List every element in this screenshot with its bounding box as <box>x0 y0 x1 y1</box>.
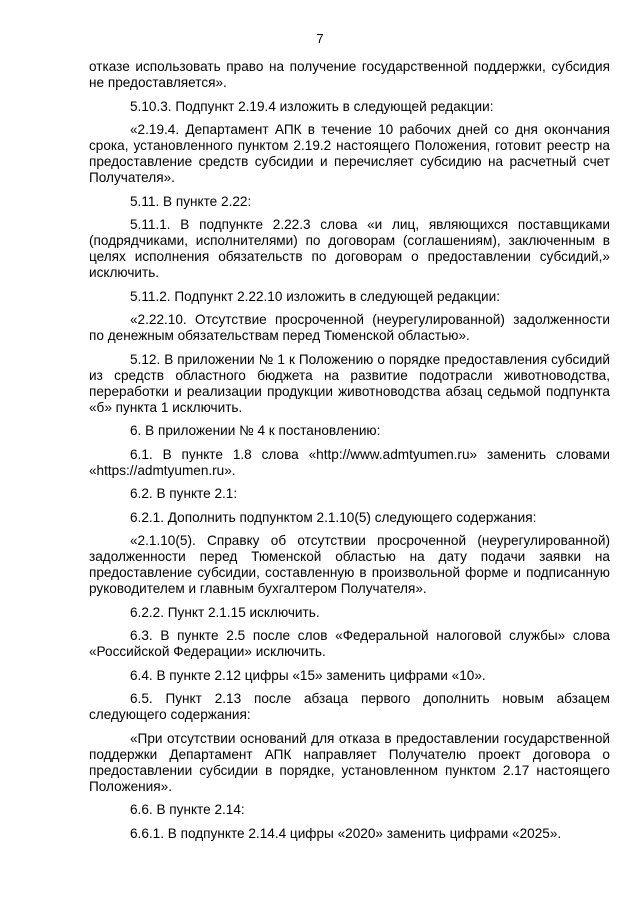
paragraph-quote-new-abzac: «При отсутствии оснований для отказа в предоставлении государственной поддержки Департамент АПК направляет Получателю проект договора о предоставлении субсидии в порядке, установленном пунктом 2.17 настоящего Положения». <box>89 730 610 794</box>
paragraph-6-2-1: 6.2.1. Дополнить подпунктом 2.1.10(5) следующего содержания: <box>130 509 537 525</box>
paragraph-quote-2-19-4: «2.19.4. Департамент АПК в течение 10 рабочих дней со дня окончания срока, установленного пунктом 2.19.2 настоящего Положения, готовит реестр на предоставление средств субсидии и перечисляет субсидию на расчетный счет Получателя». <box>89 122 610 185</box>
paragraph-6-4: 6.4. В пункте 2.12 цифры «15» заменить цифрами «10». <box>130 667 486 683</box>
paragraph-5-11: 5.11. В пункте 2.22: <box>130 193 252 209</box>
paragraph-6-6-1: 6.6.1. В подпункте 2.14.4 цифры «2020» заменить цифрами «2025». <box>130 825 562 841</box>
paragraph-5-11-1: 5.11.1. В подпункте 2.22.3 слова «и лиц, являющихся поставщиками (подрядчиками, исполнителями) по договорам (соглашениям), заключенным в целях исполнения обязательств по договорам о предоставлении субсидий,» исключить. <box>89 217 610 280</box>
paragraph-quote-2-22-10: «2.22.10. Отсутствие просроченной (неурегулированной) задолженности по денежным обязательствам перед Тюменской областью». <box>89 312 610 343</box>
paragraph-6-5: 6.5. Пункт 2.13 после абзаца первого дополнить новым абзацем следующего содержания: <box>89 691 610 722</box>
paragraph-quote-2-1-10-5: «2.1.10(5). Справку об отсутствии просроченной (неурегулированной) задолженности перед Тюменской областью на дату подачи заявки на предоставление субсидии, составленную в произвольной форме и подписанную руководителем и главным бухгалтером Получателя». <box>89 533 610 596</box>
paragraph-6-2-2: 6.2.2. Пункт 2.1.15 исключить. <box>130 604 320 620</box>
paragraph-5-12: 5.12. В приложении № 1 к Положению о порядке предоставления субсидий из средств областного бюджета на развитие подотрасли животноводства, переработки и реализации продукции животноводства абзац седьмой подпункта «б» пункта 1 исключить. <box>89 351 610 415</box>
paragraph-continuation: отказе использовать право на получение государственной поддержки, субсидия не предоставляется». <box>89 59 610 90</box>
paragraph-6-6: 6.6. В пункте 2.14: <box>130 802 245 817</box>
paragraph-6: 6. В приложении № 4 к постановлению: <box>130 423 381 438</box>
paragraph-6-1: 6.1. В пункте 1.8 слова «http://www.admtyumen.ru» заменить словами «https://admtyumen.ru». <box>89 446 610 478</box>
document-body <box>89 59 610 849</box>
page-number: 7 <box>316 31 324 46</box>
paragraph-5-10-3: 5.10.3. Подпункт 2.19.4 изложить в следующей редакции: <box>130 98 494 114</box>
paragraph-6-2: 6.2. В пункте 2.1: <box>130 486 238 501</box>
paragraph-5-11-2: 5.11.2. Подпункт 2.22.10 изложить в следующей редакции: <box>130 288 501 304</box>
paragraph-6-3: 6.3. В пункте 2.5 после слов «Федеральной налоговой службы» слова «Российской Федерации» исключить. <box>89 628 610 659</box>
